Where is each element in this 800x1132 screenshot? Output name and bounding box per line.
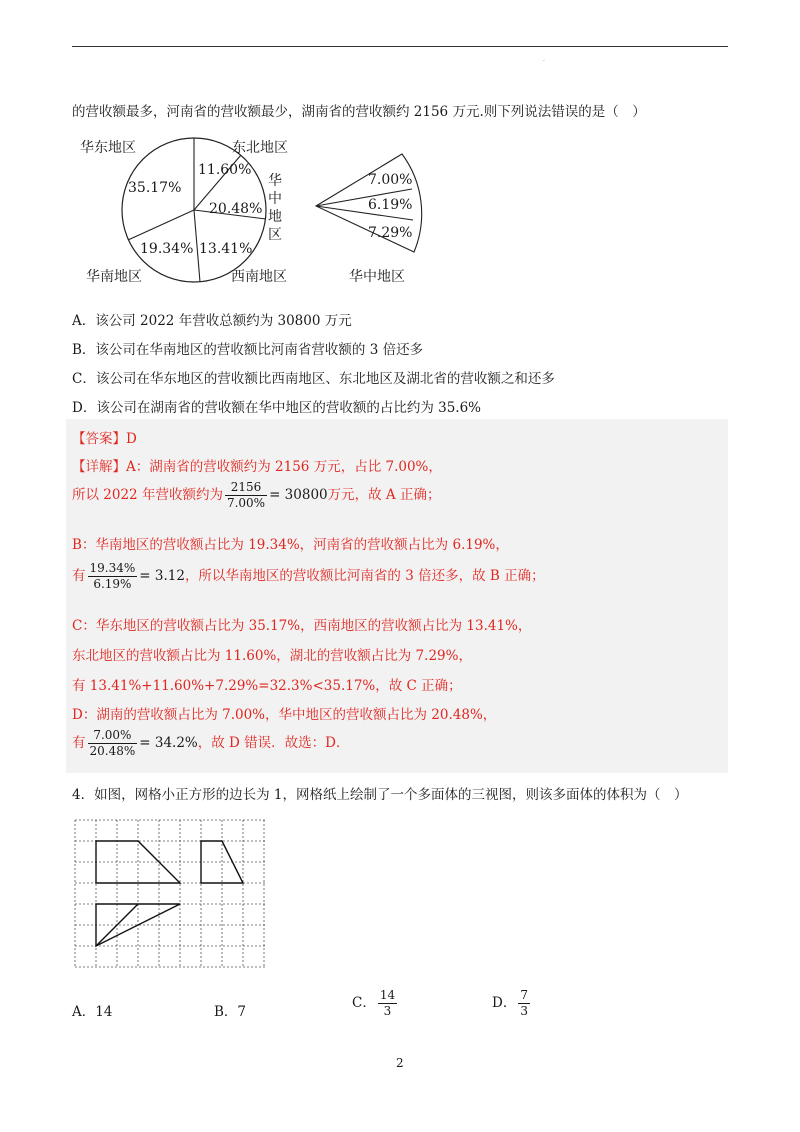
fan-title: 华中地区: [349, 269, 405, 285]
pie-label-region: 西南地区: [231, 269, 287, 285]
q3-option-d: D．该公司在湖南省的营收额在华中地区的营收额的占比约为 35.6%: [72, 400, 482, 416]
pie-label-region: 东北地区: [232, 140, 288, 156]
q4-option-a: A．14: [72, 1004, 113, 1020]
pie-value: 13.41%: [199, 241, 253, 257]
q4-option-b: B．7: [214, 1004, 247, 1020]
pie-divider: [128, 210, 194, 240]
q3-option-a: A．该公司 2022 年营收总额约为 30800 万元: [72, 313, 352, 329]
q3-stem: 的营收额最多，河南省的营收额最少，湖南省的营收额约 2156 万元.则下列说法错误的是（ ）: [72, 104, 646, 120]
detail-line: D：湖南的营收额占比为 7.00%，华中地区的营收额占比为 20.48%，: [72, 707, 497, 723]
pie-value: 19.34%: [140, 241, 194, 257]
q3-option-c: C．该公司在华东地区的营收额比西南地区、东北地区及湖北省的营收额之和还多: [72, 371, 555, 387]
fraction: $\frac{19.34\%}{6.19\%}$: [89, 561, 136, 591]
detail-line: 东北地区的营收额占比为 11.60%，湖北的营收额占比为 7.29%，: [72, 648, 472, 664]
answer-line: 【答案】D: [72, 431, 137, 447]
q3-option-b: B．该公司在华南地区的营收额比河南省营收额的 3 倍还多: [72, 342, 424, 358]
fraction: $\frac{7.00\%}{20.48\%}$: [89, 728, 136, 758]
pie-label-region: 华中地区: [268, 173, 282, 243]
detail-line: B：华南地区的营收额占比为 19.34%，河南省的营收额占比为 6.19%，: [72, 537, 509, 553]
detail-line: C：华东地区的营收额占比为 35.17%，西南地区的营收额占比为 13.41%，: [72, 618, 532, 634]
detail-line: 【详解】A：湖南省的营收额约为 2156 万元，占比 7.00%，: [72, 459, 442, 475]
pie-label-region: 华南地区: [86, 269, 142, 285]
fan-value: 7.00%: [368, 172, 413, 188]
page-number: 2: [396, 1056, 404, 1070]
detail-line: 有 $\frac{7.00\%}{20.48\%}$ = 34.2%，故 D 错误．故选：D．: [72, 728, 350, 758]
fraction: $\frac{14}{3}$: [379, 988, 396, 1018]
three-view-grid: [72, 818, 272, 970]
header-rule: [72, 46, 728, 47]
pie-value: 11.60%: [198, 162, 252, 178]
header-mark: ·: [543, 58, 545, 65]
q4-option-d: D． $\frac{7}{3}$: [492, 988, 528, 1018]
q4-stem: 4．如图，网格小正方形的边长为 1，网格纸上绘制了一个多面体的三视图，则该多面体的体积为（ ）: [72, 787, 688, 803]
fan-value: 7.29%: [368, 225, 413, 241]
detail-line: 有 13.41%+11.60%+7.29%=32.3%<35.17%，故 C 正确；: [72, 678, 462, 694]
pie-value: 35.17%: [128, 180, 182, 196]
q4-option-c: C． $\frac{14}{3}$: [352, 988, 396, 1018]
pie-label-region: 华东地区: [80, 140, 136, 156]
fraction: $\frac{7}{3}$: [520, 988, 528, 1018]
detail-line: 有 $\frac{19.34\%}{6.19\%}$ = 3.12，所以华南地区的营收额比河南省的 3 倍还多，故 B 正确；: [72, 561, 545, 591]
fan-value: 6.19%: [368, 197, 413, 213]
fraction: $\frac{2156}{7.00\%}$: [226, 480, 266, 510]
grid-lines: [75, 820, 267, 967]
detail-line: 所以 2022 年营收额约为 $\frac{2156}{7.00\%}$ = 30800万元，故 A 正确；: [72, 480, 441, 510]
pie-value: 20.48%: [209, 201, 263, 217]
